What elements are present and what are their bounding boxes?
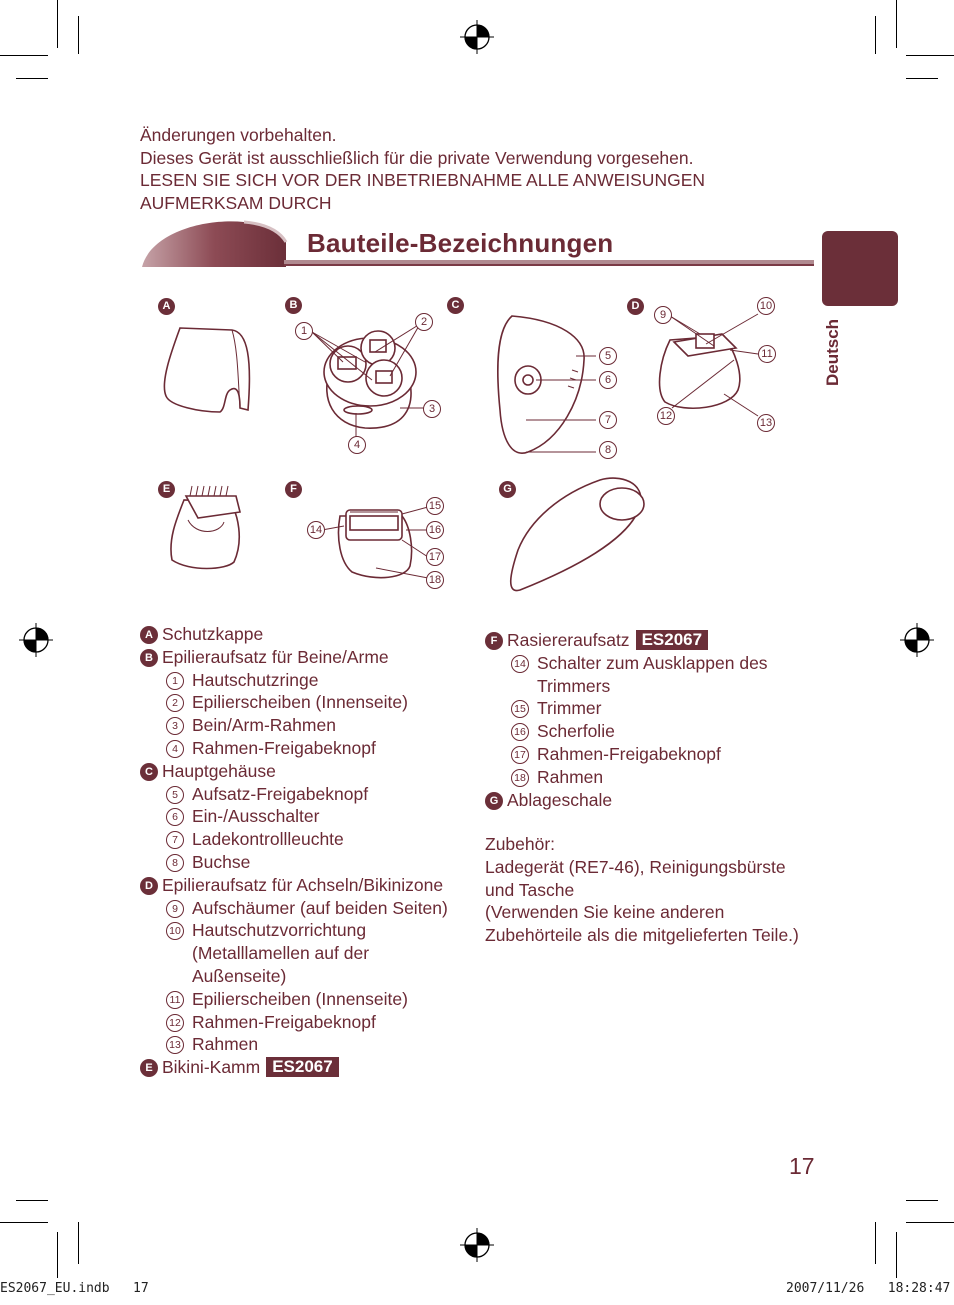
part-number: 18 <box>511 769 529 787</box>
list-item <box>140 805 480 828</box>
figure-number: 12 <box>657 407 675 425</box>
figure-number: 16 <box>426 521 444 539</box>
part-label: Hauptgehäuse <box>162 760 276 781</box>
part-label: Bikini-Kamm <box>162 1057 261 1078</box>
part-label: Ablageschale <box>507 789 613 810</box>
figure-label-d: D <box>627 298 644 315</box>
list-item <box>140 623 480 646</box>
model-badge: ES2067 <box>636 630 709 650</box>
part-label: Epilierscheiben (Innenseite) <box>192 692 408 713</box>
part-number: 13 <box>166 1036 184 1054</box>
part-label: Aufschäumer (auf beiden Seiten) <box>192 897 448 918</box>
crop-mark <box>57 1232 58 1278</box>
list-item <box>485 789 815 812</box>
part-badge: D <box>140 877 158 895</box>
crop-mark <box>0 1222 48 1223</box>
figure-number: 11 <box>758 345 776 363</box>
parts-list-left <box>140 623 480 1079</box>
part-badge: B <box>140 649 158 667</box>
part-label: Epilieraufsatz für Achseln/Bikinizone <box>162 874 444 895</box>
part-number: 14 <box>511 655 529 673</box>
part-badge: F <box>485 632 503 650</box>
figure-label-g: G <box>499 481 516 498</box>
part-number: 11 <box>166 991 184 1009</box>
list-item <box>140 874 480 897</box>
accessories-line: Ladegerät (RE7-46), Reinigungsbürste <box>485 856 786 877</box>
part-label: Bein/Arm-Rahmen <box>192 715 336 736</box>
part-label: Buchse <box>192 851 251 872</box>
crop-mark <box>57 0 58 48</box>
protective-cap-drawing <box>164 328 249 412</box>
registration-mark-icon <box>900 623 934 657</box>
part-label: Rahmen-Freigabeknopf <box>192 737 376 758</box>
figure-number: 5 <box>599 347 617 365</box>
intro-text <box>140 124 705 214</box>
figure-label-f: F <box>285 481 302 498</box>
part-number: 8 <box>166 854 184 872</box>
accessories-text <box>485 833 799 947</box>
list-item <box>140 828 480 851</box>
figure-number: 18 <box>426 571 444 589</box>
accessories-line: Zubehörteile als die mitgelieferten Teile.) <box>485 925 799 946</box>
list-item <box>485 697 815 720</box>
figure-number: 6 <box>599 371 617 389</box>
list-item <box>485 743 815 766</box>
figure-number: 15 <box>426 497 444 515</box>
crop-mark <box>906 78 938 79</box>
part-number: 4 <box>166 740 184 758</box>
registration-mark-icon <box>460 1228 494 1262</box>
part-label: Epilierscheiben (Innenseite) <box>192 988 408 1009</box>
page-title: Bauteile-Bezeichnungen <box>307 228 614 258</box>
part-label: Trimmers <box>537 675 611 696</box>
part-number: 1 <box>166 672 184 690</box>
figure-number: 3 <box>423 400 441 418</box>
list-item <box>485 629 815 652</box>
figure-number: 4 <box>348 436 366 454</box>
part-label: Epilieraufsatz für Beine/Arme <box>162 646 389 667</box>
crop-mark <box>906 55 954 56</box>
part-label: Rahmen <box>537 766 604 787</box>
figure-number: 7 <box>599 411 617 429</box>
part-badge: A <box>140 626 158 644</box>
crop-mark <box>78 1222 79 1264</box>
crop-mark <box>906 1200 938 1201</box>
part-number: 2 <box>166 694 184 712</box>
list-item <box>140 1033 480 1056</box>
parts-illustration <box>140 290 820 610</box>
part-label: Hautschutzringe <box>192 669 319 690</box>
list-item <box>140 691 480 714</box>
part-label: Außenseite) <box>192 965 287 986</box>
figure-number: 10 <box>757 297 775 315</box>
title-rule <box>284 264 814 266</box>
part-label: Rasiereraufsatz <box>507 630 630 650</box>
part-number: 7 <box>166 831 184 849</box>
part-badge: E <box>140 1059 158 1077</box>
list-item <box>140 1056 480 1079</box>
page-number: 17 <box>789 1153 815 1179</box>
crop-mark <box>0 55 48 56</box>
figure-number: 14 <box>307 521 325 539</box>
list-item <box>140 669 480 692</box>
list-item <box>485 720 815 743</box>
registration-mark-icon <box>460 20 494 54</box>
list-item <box>485 652 815 675</box>
crop-mark <box>78 16 79 54</box>
part-number: 3 <box>166 717 184 735</box>
figure-number: 17 <box>426 548 444 566</box>
model-badge: ES2067 <box>266 1057 339 1077</box>
crop-mark <box>906 1222 954 1223</box>
list-item <box>140 988 480 1011</box>
crop-mark <box>875 1222 876 1264</box>
title-swoosh-icon <box>140 220 290 270</box>
part-label: Rahmen <box>192 1034 259 1055</box>
figure-number: 2 <box>415 313 433 331</box>
accessories-line: und Tasche <box>485 879 575 900</box>
part-label: Schalter zum Ausklappen des <box>537 652 768 673</box>
parts-list-right <box>485 629 815 811</box>
part-number: 9 <box>166 900 184 918</box>
list-item <box>140 783 480 806</box>
figure-label-b: B <box>285 297 302 314</box>
part-number: 6 <box>166 808 184 826</box>
part-badge: C <box>140 763 158 781</box>
part-label: Hautschutzvorrichtung <box>192 920 367 941</box>
crop-mark <box>16 78 48 79</box>
figure-label-e: E <box>158 481 175 498</box>
part-number: 12 <box>166 1014 184 1032</box>
list-item <box>485 675 815 698</box>
figure-number: 8 <box>599 441 617 459</box>
crop-mark <box>875 16 876 54</box>
part-label: Rahmen-Freigabeknopf <box>537 743 721 764</box>
list-item <box>140 897 480 920</box>
figure-label-a: A <box>158 298 175 315</box>
figure-number: 9 <box>654 306 672 324</box>
part-label: Ladekontrollleuchte <box>192 829 344 850</box>
print-footer-right: 2007/11/26 18:28:47 <box>786 1281 951 1296</box>
list-item <box>140 965 480 988</box>
crop-mark <box>896 0 897 48</box>
crop-mark <box>896 1232 897 1278</box>
list-item <box>140 646 480 669</box>
list-item <box>140 919 480 942</box>
list-item <box>140 942 480 965</box>
part-label: Schutzkappe <box>162 624 264 644</box>
list-item <box>140 851 480 874</box>
accessories-line: Zubehör: <box>485 834 556 854</box>
list-item <box>140 714 480 737</box>
part-label: Ein-/Ausschalter <box>192 806 320 827</box>
part-label: Scherfolie <box>537 721 615 742</box>
crop-mark <box>16 1200 48 1201</box>
part-label: (Metalllamellen auf der <box>192 943 370 964</box>
list-item <box>485 766 815 789</box>
part-label: Aufsatz-Freigabeknopf <box>192 783 369 804</box>
intro-line: LESEN SIE SICH VOR DER INBETRIEBNAHME ALLE ANWEISUNGEN <box>140 170 705 191</box>
registration-mark-icon <box>19 623 53 657</box>
part-badge: G <box>485 792 503 810</box>
print-footer-left: ES2067_EU.indb 17 <box>0 1281 149 1296</box>
list-item <box>140 760 480 783</box>
intro-line: AUFMERKSAM DURCH <box>140 192 332 213</box>
part-label: Rahmen-Freigabeknopf <box>192 1011 376 1032</box>
figure-number: 1 <box>295 322 313 340</box>
part-number: 10 <box>166 922 184 940</box>
figure-number: 13 <box>757 414 775 432</box>
figure-label-c: C <box>447 297 464 314</box>
part-number: 15 <box>511 700 529 718</box>
accessories-line: (Verwenden Sie keine anderen <box>485 902 725 923</box>
part-number: 16 <box>511 723 529 741</box>
list-item <box>140 737 480 760</box>
list-item <box>140 1011 480 1034</box>
intro-line: Dieses Gerät ist ausschließlich für die private Verwendung vorgesehen. <box>140 147 694 168</box>
language-label: Deutsch <box>823 318 842 386</box>
part-number: 17 <box>511 746 529 764</box>
part-number: 5 <box>166 786 184 804</box>
intro-line: Änderungen vorbehalten. <box>140 125 337 145</box>
language-tab <box>822 231 898 306</box>
part-label: Trimmer <box>537 698 602 719</box>
